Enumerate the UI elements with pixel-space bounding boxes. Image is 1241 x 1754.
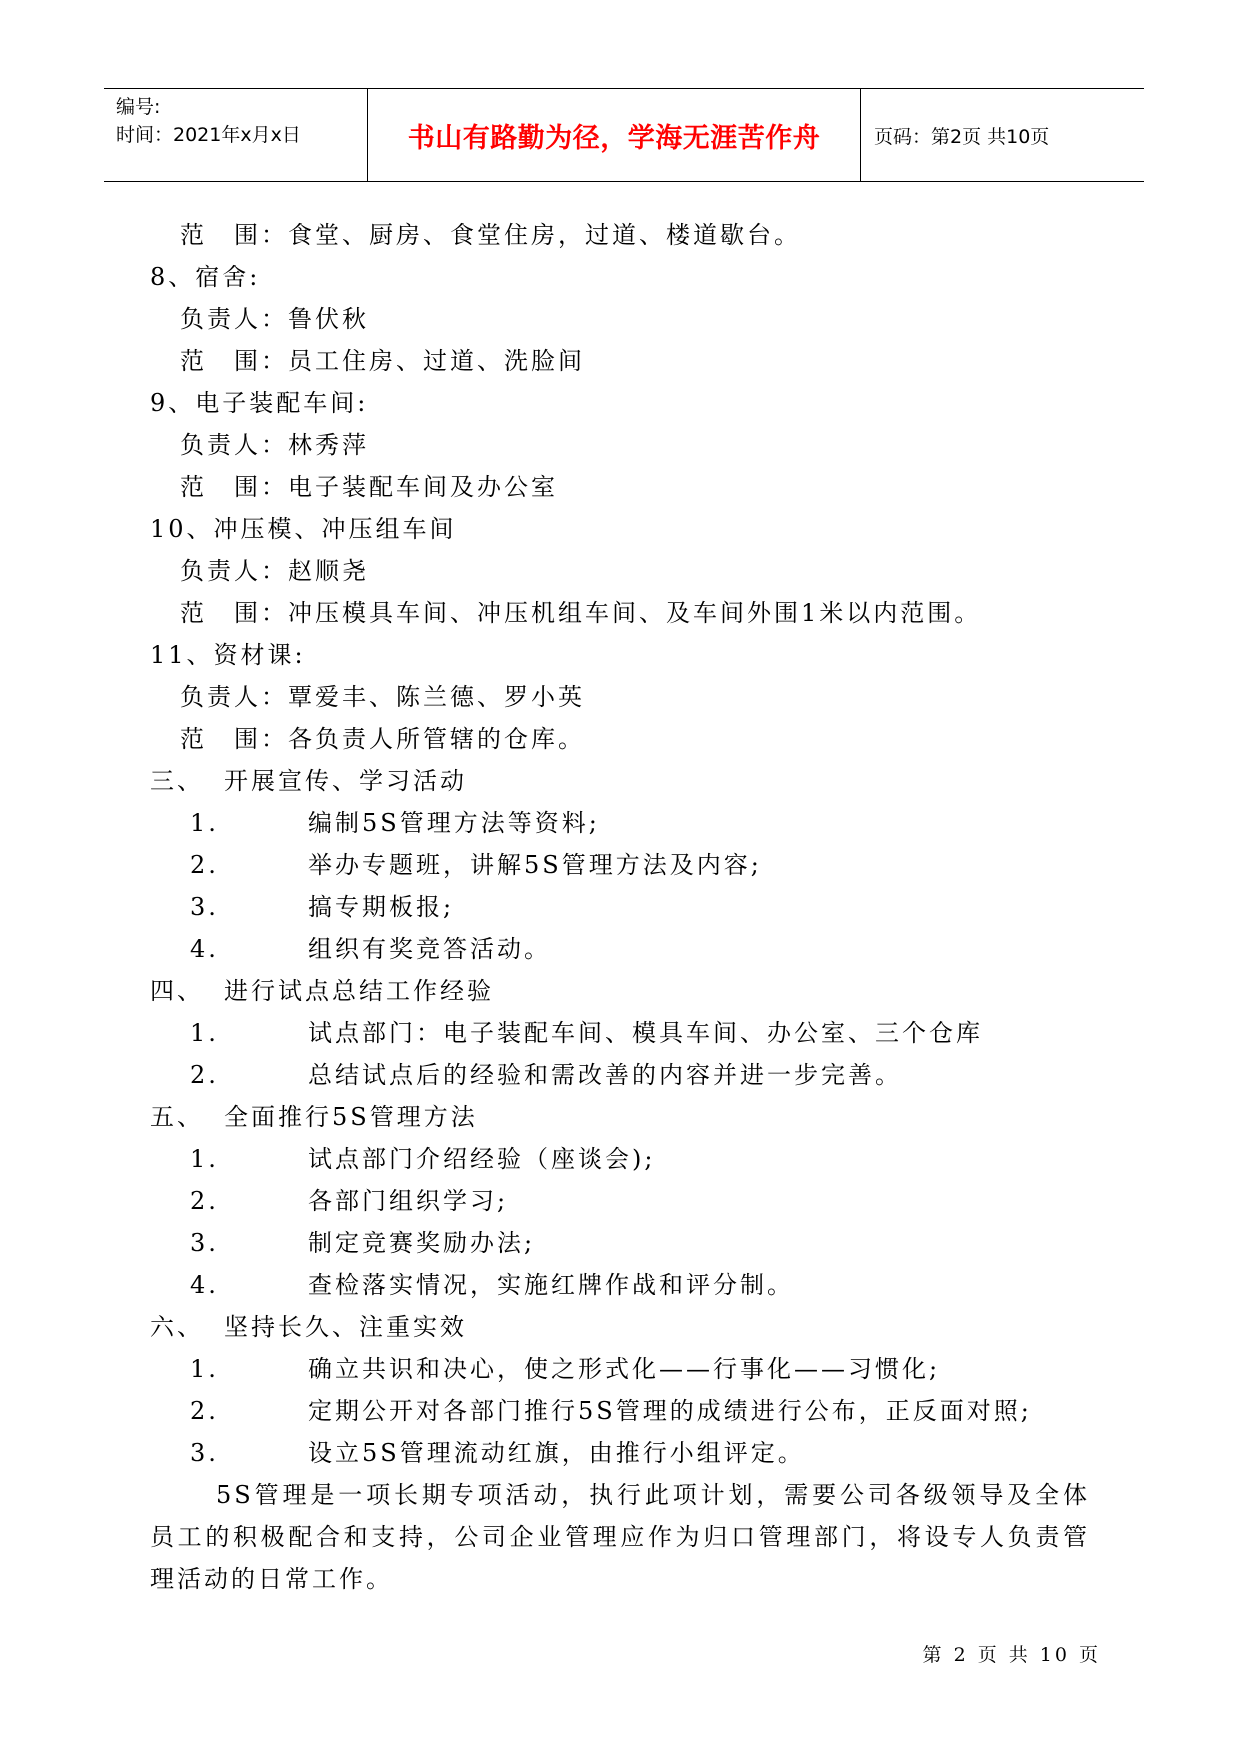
list-text: 设立5S管理流动红旗，由推行小组评定。 — [308, 1439, 805, 1467]
section-heading — [150, 970, 1110, 1012]
scope-line: 范 围：冲压模具车间、冲压机组车间、及车间外围1米以内范围。 — [180, 599, 982, 627]
document-number-label: 编号: — [116, 96, 161, 118]
list-number: 2. — [190, 1061, 219, 1089]
responsible-line: 负责人：林秀萍 — [180, 431, 369, 459]
item-heading-dormitory: 8、宿舍: — [150, 263, 261, 291]
list-number: 4. — [190, 1271, 219, 1299]
section-title: 全面推行5S管理方法 — [224, 1103, 478, 1131]
list-item — [150, 1054, 1110, 1096]
header-divider — [860, 89, 861, 181]
list-item — [150, 1222, 1110, 1264]
list-item — [150, 1348, 1110, 1390]
responsible-line: 负责人：鲁伏秋 — [180, 305, 369, 333]
list-text: 试点部门：电子装配车间、模具车间、办公室、三个仓库 — [308, 1019, 983, 1047]
list-text: 制定竞赛奖励办法; — [308, 1229, 536, 1257]
list-text: 搞专期板报; — [308, 893, 455, 921]
list-number: 1. — [190, 1355, 219, 1383]
list-number: 2. — [190, 1397, 219, 1425]
item-heading-materials: 11、资材课: — [150, 641, 306, 669]
list-item — [150, 802, 1110, 844]
list-item — [150, 1264, 1110, 1306]
header-page-indicator: 页码：第2页 共10页 — [874, 125, 1050, 148]
scope-line: 范 围：员工住房、过道、洗脸间 — [180, 347, 585, 375]
list-number: 1. — [190, 1145, 219, 1173]
section-heading — [150, 760, 1110, 802]
list-number: 3. — [190, 893, 219, 921]
list-text: 组织有奖竞答活动。 — [308, 935, 551, 963]
header-meta — [116, 93, 361, 149]
list-item — [150, 886, 1110, 928]
list-text: 各部门组织学习; — [308, 1187, 509, 1215]
item-heading-stamping-workshop: 10、冲压模、冲压组车间 — [150, 515, 457, 543]
list-text: 举办专题班，讲解5S管理方法及内容; — [308, 851, 762, 879]
document-time-label: 时间：2021年x月x日 — [116, 124, 301, 146]
list-item — [150, 844, 1110, 886]
responsible-line: 负责人：覃爱丰、陈兰德、罗小英 — [180, 683, 585, 711]
list-number: 2. — [190, 1187, 219, 1215]
list-item — [150, 1138, 1110, 1180]
list-number: 3. — [190, 1439, 219, 1467]
list-number: 1. — [190, 1019, 219, 1047]
section-number: 六、 — [150, 1313, 204, 1341]
section-number: 四、 — [150, 977, 204, 1005]
scope-line: 范 围：电子装配车间及办公室 — [180, 473, 558, 501]
page-footer: 第 2 页 共 10 页 — [922, 1644, 1101, 1666]
list-text: 试点部门介绍经验（座谈会); — [308, 1145, 656, 1173]
scope-line: 范 围：各负责人所管辖的仓库。 — [180, 725, 585, 753]
list-item — [150, 1390, 1110, 1432]
page-header — [104, 88, 1144, 182]
list-text: 确立共识和决心，使之形式化——行事化——习惯化; — [308, 1355, 941, 1383]
section-title: 坚持长久、注重实效 — [224, 1313, 467, 1341]
document-body — [150, 214, 1110, 1600]
responsible-line: 负责人：赵顺尧 — [180, 557, 369, 585]
list-text: 查检落实情况，实施红牌作战和评分制。 — [308, 1271, 794, 1299]
closing-paragraph: 5S管理是一项长期专项活动，执行此项计划，需要公司各级领导及全体员工的积极配合和支持，公司企业管理应作为归口管理部门，将设专人负责管理活动的日常工作。 — [150, 1481, 1090, 1593]
item-heading-electronics-workshop: 9、电子装配车间: — [150, 389, 369, 417]
list-text: 总结试点后的经验和需改善的内容并进一步完善。 — [308, 1061, 902, 1089]
section-number: 五、 — [150, 1103, 204, 1131]
section-number: 三、 — [150, 767, 204, 795]
list-number: 2. — [190, 851, 219, 879]
list-item — [150, 1432, 1110, 1474]
list-text: 编制5S管理方法等资料; — [308, 809, 600, 837]
section-title: 进行试点总结工作经验 — [224, 977, 494, 1005]
list-item — [150, 928, 1110, 970]
list-number: 3. — [190, 1229, 219, 1257]
list-item — [150, 1012, 1110, 1054]
list-text: 定期公开对各部门推行5S管理的成绩进行公布，正反面对照; — [308, 1397, 1032, 1425]
section-heading — [150, 1096, 1110, 1138]
list-number: 1. — [190, 809, 219, 837]
list-item — [150, 1180, 1110, 1222]
list-number: 4. — [190, 935, 219, 963]
section-title: 开展宣传、学习活动 — [224, 767, 467, 795]
header-motto: 书山有路勤为径，学海无涯苦作舟 — [407, 122, 821, 154]
scope-line: 范 围：食堂、厨房、食堂住房，过道、楼道歇台。 — [180, 221, 801, 249]
section-heading — [150, 1306, 1110, 1348]
